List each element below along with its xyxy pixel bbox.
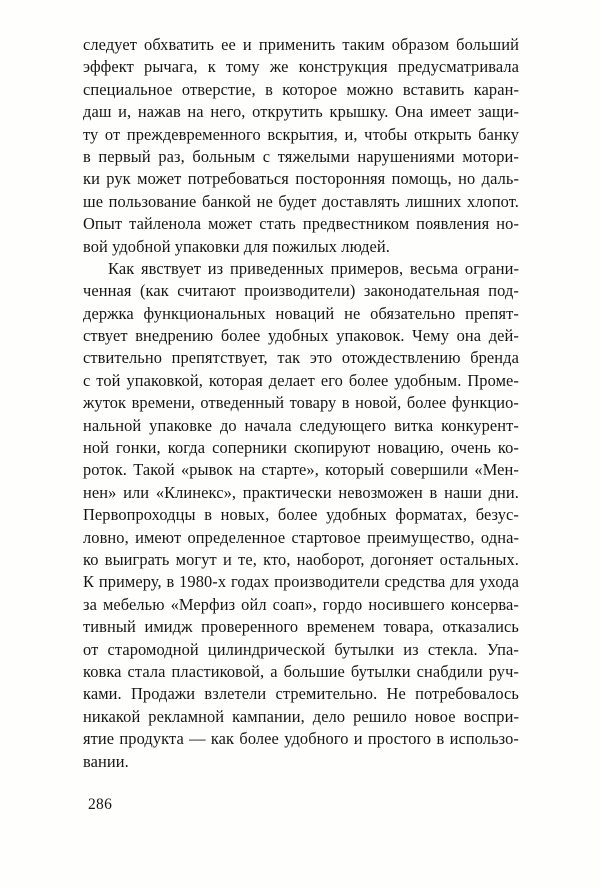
text-line: Первопроходцы в новых, более удобных форматах, безус- [83,505,519,525]
text-line: держка функциональных новаций не обязательно препят- [83,303,519,323]
text-line: ками. Продажи взлетели стремительно. Не потребовалось [83,684,519,704]
text-line: эффект рычага, к тому же конструкция предусматривала [83,57,519,77]
text-line: нальной упаковке до начала следующего витка конкурент- [83,415,519,435]
text-line: следует обхватить ее и применить таким образом больший [83,35,519,54]
text-line: за мебелью «Мерфиз ойл соап», гордо носившего консерва- [83,594,519,614]
text-line: ше пользование банкой не будет доставлять лишних хлопот. [83,191,519,211]
text-line: ки рук может потребоваться посторонняя помощь, но даль- [83,169,519,189]
text-line: вой удобной упаковки для пожилых людей. [83,236,390,256]
text-line: ной гонки, когда соперники скопируют новацию, очень ко- [83,438,519,458]
text-line: ту от преждевременного вскрытия, и, чтобы открыть банку [83,124,519,144]
text-line: с той упаковкой, которая делает его более удобным. Проме- [83,370,519,390]
text-line: роток. Такой «рывок на старте», который совершили «Мен- [83,460,519,480]
text-line: жуток времени, отведенный товару в новой, более функцио- [83,393,519,413]
text-line: ковка стала пластиковой, а большие бутылки снабдили руч- [83,661,519,681]
text-line: даш и, нажав на него, открутить крышку. Она имеет защи- [83,102,519,122]
text-line: ятие продукта — как более удобного и простого в использо- [83,729,519,749]
text-line: ко выиграть могут и те, кто, наоборот, догоняет остальных. [83,549,519,569]
text-line: вании. [83,751,129,771]
text-line: никакой рекламной кампании, дело решило новое воспри- [83,706,519,726]
text-line: ствительно препятствует, так это отождествлению бренда [83,348,519,368]
text-line: тивный имидж проверенного временем товара, отказались [83,617,519,637]
text-line: Как явствует из приведенных примеров, весьма ограни- [108,258,519,278]
text-line: специальное отверстие, в которое можно вставить каран- [83,79,519,99]
text-line: нен» или «Клинекс», практически невозможен в наши дни. [83,482,519,502]
body-text [83,34,519,773]
text-line: ченная (как считают производители) законодательная под- [83,281,519,301]
text-line: от старомодной цилиндрической бутылки из стекла. Упа- [83,639,519,659]
text-line: Опыт тайленола может стать предвестником появления но- [83,214,519,234]
text-line: К примеру, в 1980-х годах производители средства для ухода [83,572,519,592]
text-line: ствует внедрению более удобных упаковок. Чему она дей- [83,326,519,346]
text-line: в первый раз, больным с тяжелыми нарушениями мотори- [83,146,519,166]
text-line: ловно, имеют определенное стартовое преимущество, одна- [83,527,519,547]
page-number: 286 [88,796,113,813]
